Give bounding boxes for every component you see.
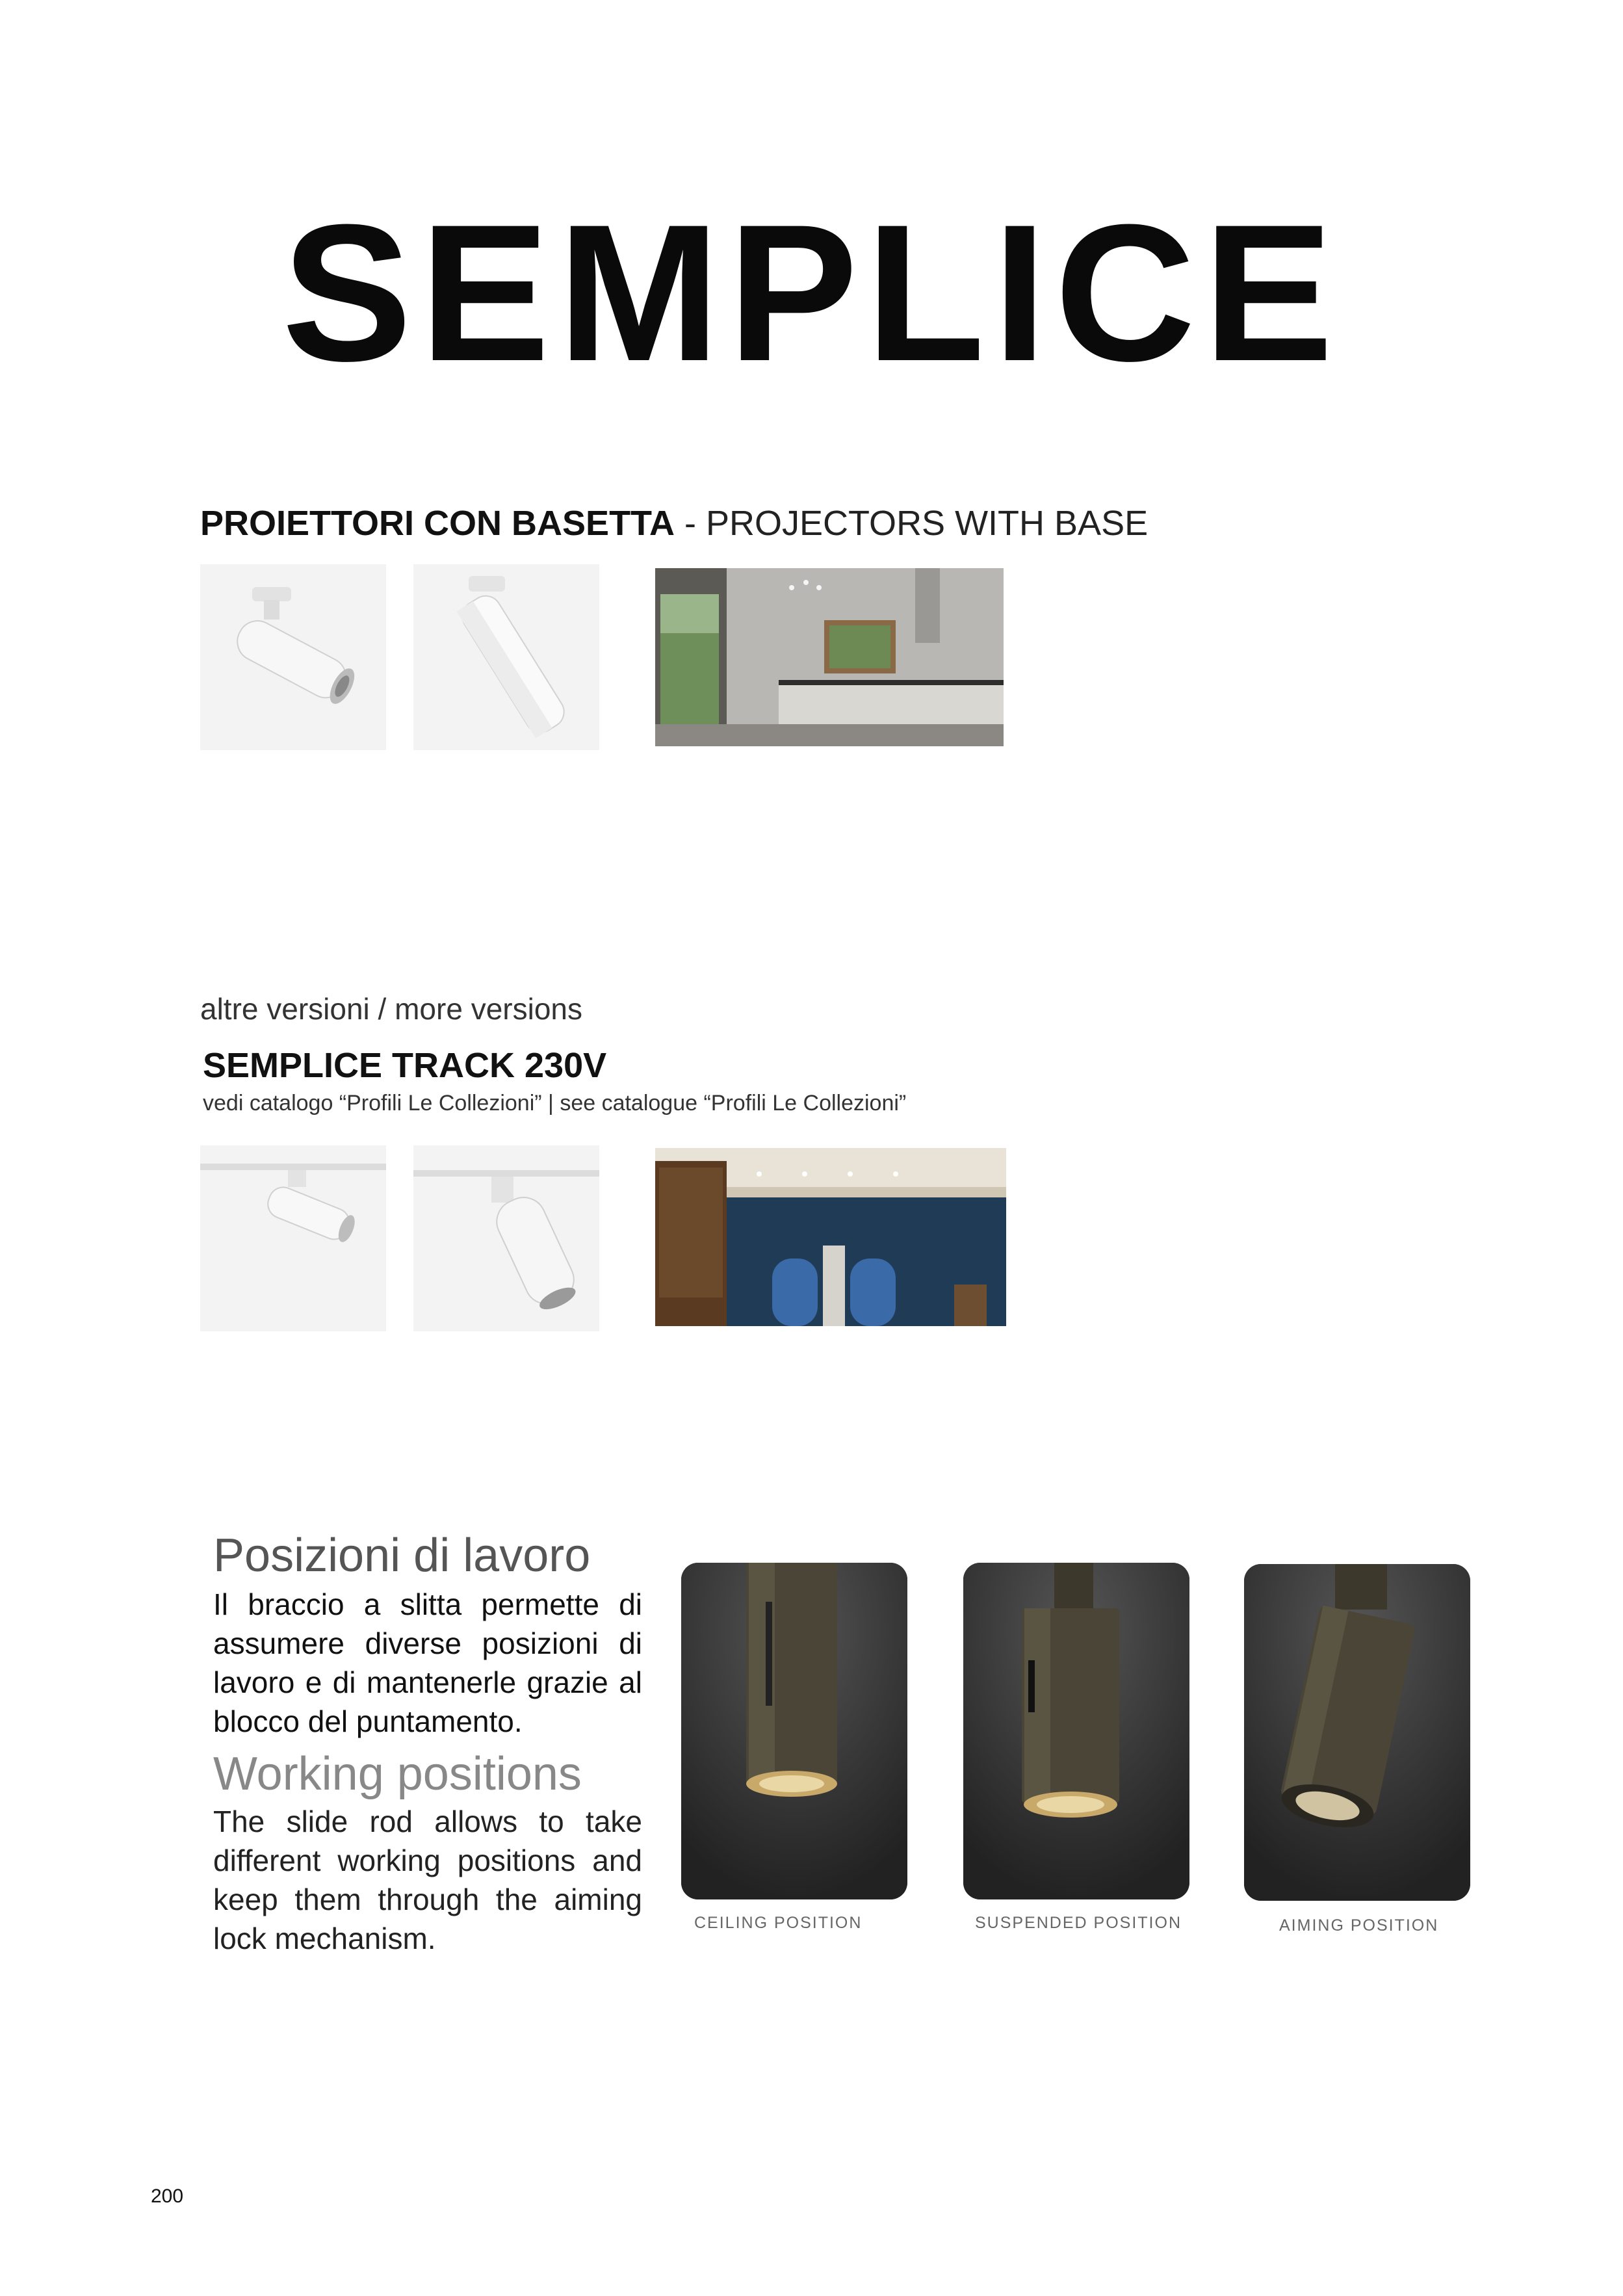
page-title: SEMPLICE [281,183,1342,402]
gallery-photo [655,1148,1006,1326]
page-number: 200 [151,2185,184,2207]
working-text-it: Il braccio a slitta permette di assumere diverse posizioni di lavoro e di mantenerle grazie al blocco del puntamento. [213,1587,642,1738]
ceiling-position-photo [681,1563,907,1899]
suspended-position-photo [963,1563,1189,1899]
see-catalogue-note: vedi catalogo “Profili Le Collezioni” | see catalogue “Profili Le Collezioni” [203,1091,907,1115]
aiming-position-photo [1244,1564,1470,1901]
aiming-spotlight-image [1244,1564,1470,1901]
caption-aiming-position: AIMING POSITION [1279,1916,1439,1935]
product-thumbnail-track-2 [413,1145,599,1331]
product-thumbnail-basetta-1 [200,564,386,750]
suspended-spotlight-image [963,1563,1189,1899]
caption-ceiling-position: CEILING POSITION [694,1914,863,1932]
working-text-en: The slide rod allows to take different working positions and keep them through the aiming lock mechanism. [213,1805,642,1955]
section-heading-rest: - PROJECTORS WITH BASE [675,504,1149,543]
track-title: SEMPLICE TRACK 230V [203,1046,607,1085]
kitchen-scene-image [655,568,1004,746]
product-thumbnail-track-1 [200,1145,386,1331]
working-heading-it: Posizioni di lavoro [213,1530,591,1582]
working-heading-en: Working positions [213,1748,582,1800]
product-thumbnail-basetta-2 [413,564,599,750]
more-versions-label: altre versioni / more versions [200,992,582,1026]
track-spotlight-image [200,1145,386,1331]
track-spotlight-image [413,1145,599,1331]
spotlight-image [200,564,386,750]
caption-suspended-position: SUSPENDED POSITION [975,1914,1182,1932]
section-heading-bold: PROIETTORI CON BASETTA [200,504,675,543]
ceiling-spotlight-image [681,1563,907,1899]
spotlight-image [413,564,599,750]
kitchen-photo [655,568,1004,746]
gallery-scene-image [655,1148,1006,1326]
section-heading [200,506,1148,541]
